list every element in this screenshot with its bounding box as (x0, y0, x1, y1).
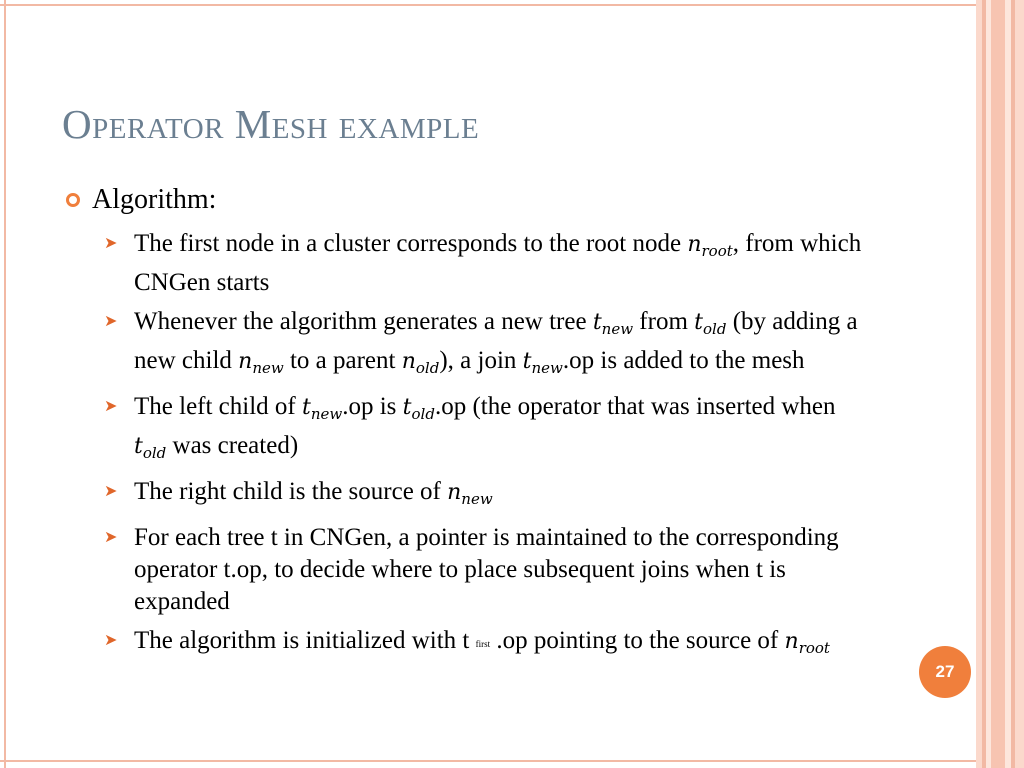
slide-title (62, 101, 480, 147)
math-var: $n_{new}$ (447, 480, 493, 508)
slide-title-main: Operator Mesh (62, 101, 328, 147)
arrow-bullet-icon: ➤ (104, 235, 118, 252)
math-var: $n_{root}$ (687, 232, 733, 260)
level1-text: Algorithm: (92, 184, 217, 215)
math-var: $n_{root}$ (784, 629, 830, 657)
math-var: $t_{old}$ (694, 310, 727, 338)
slide-title-rest: example (338, 101, 480, 147)
list-item: ➤ For each tree t in CNGen, a pointer is maintained to the corresponding operator t.op, to decide where to place subsequent joins when t is expanded (104, 524, 839, 615)
list-item: ➤ Whenever the algorithm generates a new tree $t_{new}$ from $t_{old}$ (by adding a new child $n_{new}$ to a parent $n_{old}$), a join $t_{new}.op$ is added to the mesh (104, 308, 858, 377)
list-item: ➤ The left child of $t_{new}.op$ is $t_{old}.op$ (the operator that was inserted when $t_{old}$ was created) (104, 393, 836, 462)
math-var: $n_{old}$ (401, 349, 440, 377)
frame-top-line (0, 4, 976, 6)
math-var: $t_{new}$ (522, 349, 563, 377)
arrow-bullet-icon: ➤ (104, 313, 118, 330)
math-var: $t_{old}$ (134, 434, 167, 462)
frame-bottom-line (0, 760, 976, 762)
arrow-bullet-icon: ➤ (104, 529, 118, 546)
list-item: ➤ The first node in a cluster corresponds to the root node $n_{root}$, from which CNGen starts (104, 230, 862, 296)
page-number: 27 (935, 662, 955, 681)
arrow-bullet-icon: ➤ (104, 632, 118, 649)
hollow-circle-bullet-icon (66, 193, 80, 207)
page-number-badge (919, 646, 971, 698)
math-var: $t_{new}$ (592, 310, 634, 338)
frame-left-line (4, 0, 6, 768)
math-var: $t_{old}$ (402, 395, 435, 423)
list-item: ➤ The algorithm is initialized with t first .op pointing to the source of $n_{root}$ (104, 627, 830, 657)
bullet-list (104, 228, 864, 671)
list-item: ➤ The right child is the source of $n_{new}$ (104, 478, 493, 508)
math-var: $n_{new}$ (238, 349, 284, 377)
level1-bullet-row (66, 184, 216, 216)
subscript-first: first (475, 639, 491, 649)
math-var: $t_{new}$ (302, 395, 343, 423)
arrow-bullet-icon: ➤ (104, 483, 118, 500)
arrow-bullet-icon: ➤ (104, 398, 118, 415)
